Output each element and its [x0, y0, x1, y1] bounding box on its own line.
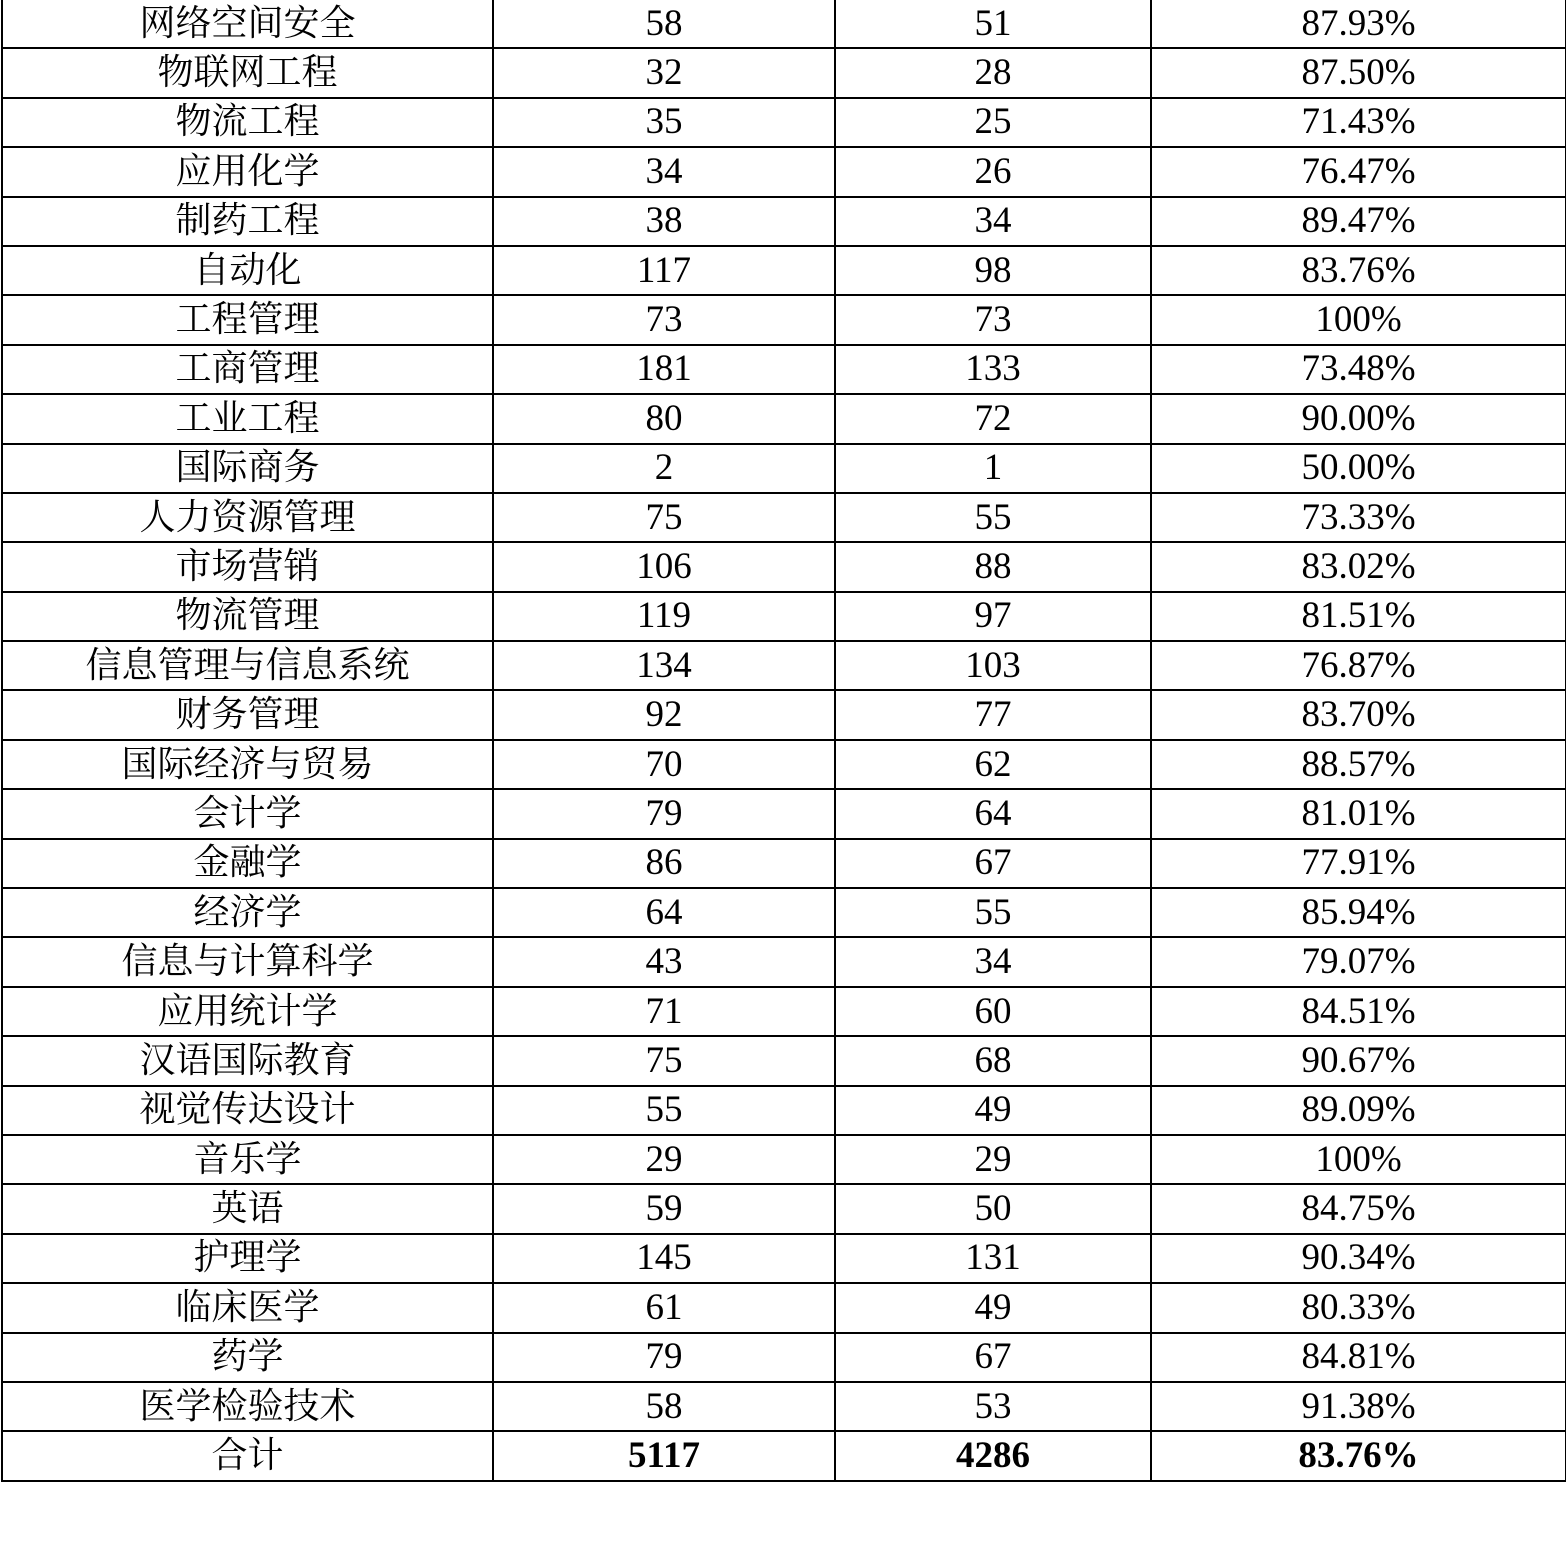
count-a-cell: 58: [493, 1382, 835, 1431]
major-name-cell: 音乐学: [2, 1135, 493, 1184]
count-b-cell: 133: [835, 345, 1151, 394]
table-row: [2, 1135, 1566, 1184]
count-a-cell: 71: [493, 987, 835, 1036]
major-name-cell: 应用化学: [2, 147, 493, 196]
rate-cell: 87.50%: [1151, 48, 1566, 97]
table-row: [2, 789, 1566, 838]
major-name-cell: 物联网工程: [2, 48, 493, 97]
major-name-cell: 物流工程: [2, 98, 493, 147]
major-statistics-table: [1, 0, 1566, 1482]
rate-cell: 100%: [1151, 1135, 1566, 1184]
major-name-cell: 视觉传达设计: [2, 1086, 493, 1135]
count-b-cell: 131: [835, 1234, 1151, 1283]
count-b-cell: 55: [835, 493, 1151, 542]
total-count-b: 4286: [835, 1431, 1151, 1481]
count-b-cell: 98: [835, 246, 1151, 295]
count-b-cell: 49: [835, 1086, 1151, 1135]
total-count-a: 5117: [493, 1431, 835, 1481]
count-b-cell: 67: [835, 839, 1151, 888]
count-b-cell: 103: [835, 641, 1151, 690]
table-row: [2, 740, 1566, 789]
count-a-cell: 2: [493, 444, 835, 493]
count-a-cell: 32: [493, 48, 835, 97]
rate-cell: 76.87%: [1151, 641, 1566, 690]
count-a-cell: 61: [493, 1283, 835, 1332]
major-name-cell: 经济学: [2, 888, 493, 937]
count-a-cell: 75: [493, 493, 835, 542]
major-name-cell: 网络空间安全: [2, 0, 493, 48]
count-b-cell: 1: [835, 444, 1151, 493]
major-name-cell: 临床医学: [2, 1283, 493, 1332]
count-a-cell: 35: [493, 98, 835, 147]
count-a-cell: 64: [493, 888, 835, 937]
major-name-cell: 制药工程: [2, 197, 493, 246]
count-b-cell: 34: [835, 937, 1151, 986]
table-row: [2, 197, 1566, 246]
major-name-cell: 应用统计学: [2, 987, 493, 1036]
rate-cell: 90.34%: [1151, 1234, 1566, 1283]
count-a-cell: 92: [493, 690, 835, 739]
count-a-cell: 181: [493, 345, 835, 394]
count-a-cell: 79: [493, 789, 835, 838]
table-row: [2, 1184, 1566, 1233]
table-row: [2, 888, 1566, 937]
table-row: [2, 1382, 1566, 1431]
rate-cell: 90.00%: [1151, 394, 1566, 443]
major-name-cell: 国际商务: [2, 444, 493, 493]
count-b-cell: 53: [835, 1382, 1151, 1431]
count-a-cell: 119: [493, 592, 835, 641]
rate-cell: 83.02%: [1151, 542, 1566, 591]
major-name-cell: 医学检验技术: [2, 1382, 493, 1431]
table-row: [2, 987, 1566, 1036]
table-row: [2, 592, 1566, 641]
count-b-cell: 88: [835, 542, 1151, 591]
count-a-cell: 86: [493, 839, 835, 888]
major-name-cell: 自动化: [2, 246, 493, 295]
rate-cell: 91.38%: [1151, 1382, 1566, 1431]
count-a-cell: 117: [493, 246, 835, 295]
rate-cell: 71.43%: [1151, 98, 1566, 147]
count-a-cell: 58: [493, 0, 835, 48]
major-name-cell: 市场营销: [2, 542, 493, 591]
count-a-cell: 75: [493, 1036, 835, 1085]
rate-cell: 90.67%: [1151, 1036, 1566, 1085]
table-row: [2, 394, 1566, 443]
rate-cell: 84.81%: [1151, 1333, 1566, 1382]
rate-cell: 83.70%: [1151, 690, 1566, 739]
count-a-cell: 59: [493, 1184, 835, 1233]
major-name-cell: 国际经济与贸易: [2, 740, 493, 789]
count-b-cell: 29: [835, 1135, 1151, 1184]
count-a-cell: 38: [493, 197, 835, 246]
count-b-cell: 25: [835, 98, 1151, 147]
table-row: [2, 98, 1566, 147]
count-a-cell: 145: [493, 1234, 835, 1283]
count-b-cell: 64: [835, 789, 1151, 838]
table-row: [2, 48, 1566, 97]
count-b-cell: 68: [835, 1036, 1151, 1085]
total-row: [2, 1431, 1566, 1481]
major-name-cell: 会计学: [2, 789, 493, 838]
table-row: [2, 1283, 1566, 1332]
rate-cell: 73.33%: [1151, 493, 1566, 542]
rate-cell: 89.09%: [1151, 1086, 1566, 1135]
table-body: [2, 0, 1566, 1481]
count-b-cell: 97: [835, 592, 1151, 641]
count-a-cell: 73: [493, 295, 835, 344]
total-label: 合计: [2, 1431, 493, 1481]
count-b-cell: 60: [835, 987, 1151, 1036]
count-a-cell: 29: [493, 1135, 835, 1184]
major-name-cell: 药学: [2, 1333, 493, 1382]
count-b-cell: 49: [835, 1283, 1151, 1332]
rate-cell: 84.51%: [1151, 987, 1566, 1036]
count-b-cell: 77: [835, 690, 1151, 739]
count-b-cell: 73: [835, 295, 1151, 344]
table-row: [2, 147, 1566, 196]
rate-cell: 73.48%: [1151, 345, 1566, 394]
table-row: [2, 1036, 1566, 1085]
table-row: [2, 690, 1566, 739]
major-name-cell: 汉语国际教育: [2, 1036, 493, 1085]
count-a-cell: 55: [493, 1086, 835, 1135]
table-row: [2, 0, 1566, 48]
count-b-cell: 72: [835, 394, 1151, 443]
table-row: [2, 345, 1566, 394]
rate-cell: 85.94%: [1151, 888, 1566, 937]
table-row: [2, 1333, 1566, 1382]
major-name-cell: 金融学: [2, 839, 493, 888]
count-a-cell: 70: [493, 740, 835, 789]
major-name-cell: 财务管理: [2, 690, 493, 739]
table-row: [2, 839, 1566, 888]
major-name-cell: 物流管理: [2, 592, 493, 641]
count-a-cell: 79: [493, 1333, 835, 1382]
count-b-cell: 28: [835, 48, 1151, 97]
rate-cell: 81.51%: [1151, 592, 1566, 641]
total-rate: 83.76%: [1151, 1431, 1566, 1481]
major-name-cell: 工商管理: [2, 345, 493, 394]
count-a-cell: 43: [493, 937, 835, 986]
major-name-cell: 工程管理: [2, 295, 493, 344]
count-b-cell: 51: [835, 0, 1151, 48]
table-row: [2, 444, 1566, 493]
count-a-cell: 106: [493, 542, 835, 591]
rate-cell: 81.01%: [1151, 789, 1566, 838]
rate-cell: 80.33%: [1151, 1283, 1566, 1332]
rate-cell: 89.47%: [1151, 197, 1566, 246]
table-row: [2, 1086, 1566, 1135]
count-b-cell: 50: [835, 1184, 1151, 1233]
major-name-cell: 信息管理与信息系统: [2, 641, 493, 690]
rate-cell: 84.75%: [1151, 1184, 1566, 1233]
major-name-cell: 护理学: [2, 1234, 493, 1283]
table-row: [2, 246, 1566, 295]
rate-cell: 100%: [1151, 295, 1566, 344]
major-name-cell: 英语: [2, 1184, 493, 1233]
count-a-cell: 134: [493, 641, 835, 690]
table-row: [2, 493, 1566, 542]
count-b-cell: 34: [835, 197, 1151, 246]
count-b-cell: 55: [835, 888, 1151, 937]
table-row: [2, 542, 1566, 591]
table-row: [2, 937, 1566, 986]
table-row: [2, 295, 1566, 344]
rate-cell: 88.57%: [1151, 740, 1566, 789]
table-row: [2, 641, 1566, 690]
count-a-cell: 80: [493, 394, 835, 443]
major-name-cell: 人力资源管理: [2, 493, 493, 542]
count-b-cell: 67: [835, 1333, 1151, 1382]
rate-cell: 83.76%: [1151, 246, 1566, 295]
count-b-cell: 62: [835, 740, 1151, 789]
rate-cell: 87.93%: [1151, 0, 1566, 48]
count-a-cell: 34: [493, 147, 835, 196]
count-b-cell: 26: [835, 147, 1151, 196]
rate-cell: 76.47%: [1151, 147, 1566, 196]
rate-cell: 79.07%: [1151, 937, 1566, 986]
rate-cell: 77.91%: [1151, 839, 1566, 888]
major-name-cell: 信息与计算科学: [2, 937, 493, 986]
table-row: [2, 1234, 1566, 1283]
major-name-cell: 工业工程: [2, 394, 493, 443]
rate-cell: 50.00%: [1151, 444, 1566, 493]
